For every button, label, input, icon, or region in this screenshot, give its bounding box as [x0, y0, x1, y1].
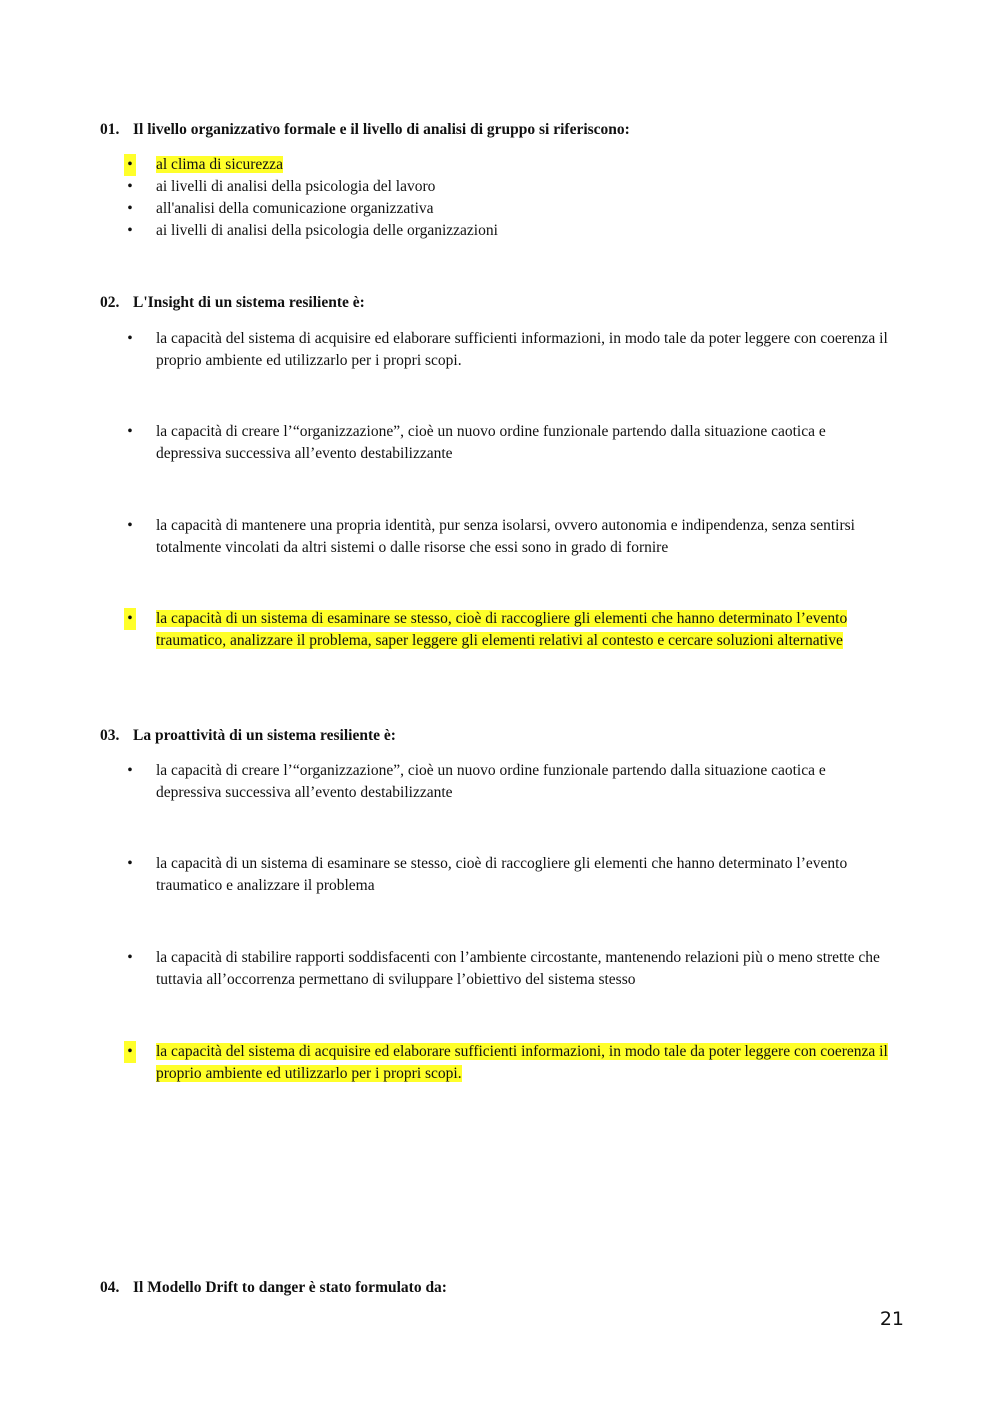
bullet-icon: • [127, 200, 133, 217]
question-text: L'Insight di un sistema resiliente è: [133, 294, 365, 311]
answer-text: ai livelli di analisi della psicologia del lavoro [156, 178, 436, 195]
question-title [100, 1277, 900, 1299]
answer-option [124, 328, 894, 372]
bullet-icon: • [127, 222, 133, 239]
answer-option [124, 220, 894, 242]
answer-text: la capacità di creare l’“organizzazione”, cioè un nuovo ordine funzionale partendo dalla situazione caotica e depressiva successiva all’evento destabilizzante [156, 423, 826, 462]
bullet-icon: • [127, 330, 133, 347]
answer-option-highlighted [124, 1041, 894, 1085]
question-text: Il Modello Drift to danger è stato formulato da: [133, 1279, 447, 1296]
answer-option [124, 947, 894, 991]
question-title [100, 725, 900, 747]
question-number: 02. [100, 294, 120, 311]
bullet-icon: • [127, 762, 133, 779]
answer-text: la capacità del sistema di acquisire ed elaborare sufficienti informazioni, in modo tale da poter leggere con coerenza il proprio ambiente ed utilizzarlo per i propri scopi. [156, 1043, 888, 1082]
bullet-icon: • [127, 517, 133, 534]
answer-option [124, 198, 894, 220]
answer-text: la capacità di un sistema di esaminare se stesso, cioè di raccogliere gli elementi che hanno determinato l’evento traumatico, analizzare il problema, saper leggere gli elementi relativi al contesto e cercare soluzioni alternative [156, 610, 848, 649]
page-number: 21 [879, 1308, 904, 1330]
question-text: La proattività di un sistema resiliente è: [133, 727, 396, 744]
answer-option [124, 421, 894, 465]
bullet-icon: • [127, 423, 133, 440]
bullet-icon: • [124, 154, 136, 176]
answer-option [124, 760, 894, 804]
bullet-icon: • [127, 855, 133, 872]
answer-text: la capacità di un sistema di esaminare se stesso, cioè di raccogliere gli elementi che hanno determinato l’evento traumatico e analizzare il problema [156, 855, 848, 894]
answer-option [124, 515, 894, 559]
answer-text: ai livelli di analisi della psicologia delle organizzazioni [156, 222, 498, 239]
answer-text: all'analisi della comunicazione organizzativa [156, 200, 434, 217]
question-number: 01. [100, 121, 120, 138]
answer-text: la capacità del sistema di acquisire ed elaborare sufficienti informazioni, in modo tale da poter leggere con coerenza il proprio ambiente ed utilizzarlo per i propri scopi. [156, 330, 888, 369]
answer-option [124, 853, 894, 897]
answer-option-highlighted [124, 608, 894, 652]
answer-text: al clima di sicurezza [156, 156, 283, 173]
question-title [100, 119, 900, 141]
question-number: 04. [100, 1279, 120, 1296]
question-number: 03. [100, 727, 120, 744]
bullet-icon: • [124, 608, 136, 630]
answer-text: la capacità di stabilire rapporti soddisfacenti con l’ambiente circostante, mantenendo relazioni più o meno strette che tuttavia all’occorrenza permettano di sviluppare l’obiettivo del sistema stesso [156, 949, 880, 988]
bullet-icon: • [127, 178, 133, 195]
answer-option [124, 176, 894, 198]
question-title [100, 292, 900, 314]
question-text: Il livello organizzativo formale e il livello di analisi di gruppo si riferiscono: [133, 121, 630, 138]
bullet-icon: • [127, 949, 133, 966]
bullet-icon: • [124, 1041, 136, 1063]
answer-text: la capacità di creare l’“organizzazione”, cioè un nuovo ordine funzionale partendo dalla situazione caotica e depressiva successiva all’evento destabilizzante [156, 762, 826, 801]
answer-option-highlighted [124, 154, 894, 176]
answer-text: la capacità di mantenere una propria identità, pur senza isolarsi, ovvero autonomia e indipendenza, senza sentirsi totalmente vincolati da altri sistemi o dalle risorse che essi sono in grado di fornire [156, 517, 855, 556]
